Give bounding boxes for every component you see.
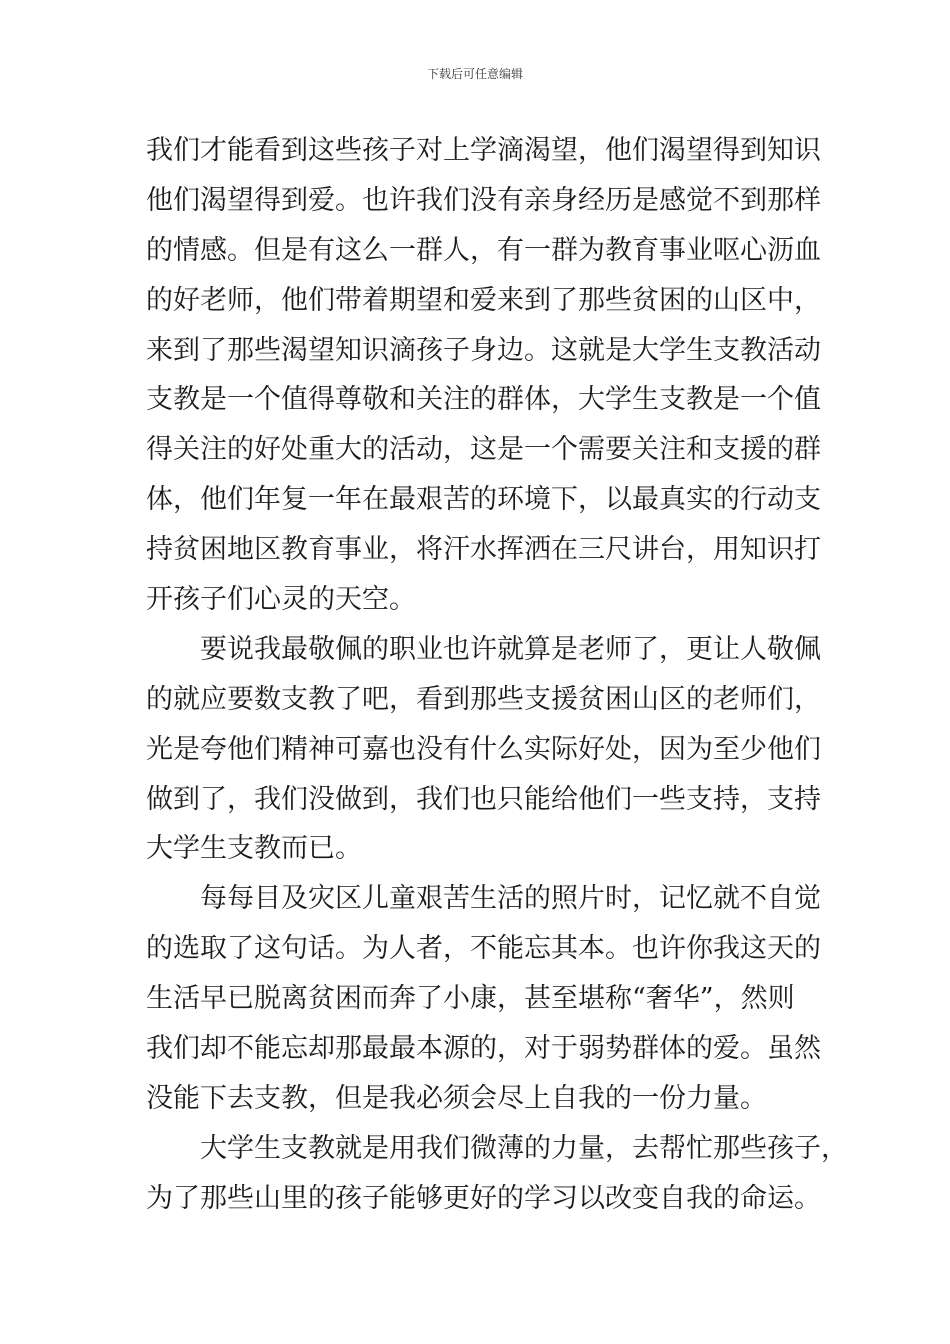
text-line: 体，他们年复一年在最艰苦的环境下，以最真实的行动支 (146, 484, 821, 516)
paragraph-first-line: 大学生支教就是用我们微薄的力量，去帮忙那些孩子， (200, 1132, 848, 1164)
paragraph-first-line: 要说我最敬佩的职业也许就算是老师了，更让人敬佩 (200, 633, 821, 665)
text-line: 的好老师，他们带着期望和爱来到了那些贫困的山区中， (146, 284, 821, 316)
text-line: 支教是一个值得尊敬和关注的群体，大学生支教是一个值 (146, 384, 821, 416)
text-line: 的情感。但是有这么一群人，有一群为教育事业呕心沥血 (146, 234, 821, 266)
paragraph-first-line: 每每目及灾区儿童艰苦生活的照片时，记忆就不自觉 (200, 883, 821, 915)
text-line: 得关注的好处重大的活动，这是一个需要关注和支援的群 (146, 434, 821, 466)
document-body (146, 126, 848, 1224)
text-line: 我们才能看到这些孩子对上学滴渴望，他们渴望得到知识 (146, 135, 821, 166)
text-line: 开孩子们心灵的天空。 (146, 584, 416, 616)
text-line: 来到了那些渴望知识滴孩子身边。这就是大学生支教活动 (146, 334, 821, 366)
text-line: 他们渴望得到爱。也许我们没有亲身经历是感觉不到那样 (146, 184, 821, 216)
text-line: 为了那些山里的孩子能够更好的学习以改变自我的命运。 (146, 1182, 821, 1214)
text-line: 生活早已脱离贫困而奔了小康，甚至堪称“奢华”，然则 (146, 983, 795, 1015)
text-line: 我们却不能忘却那最最本源的，对于弱势群体的爱。虽然 (146, 1033, 821, 1065)
text-line: 做到了，我们没做到，我们也只能给他们一些支持，支持 (146, 783, 821, 815)
text-line: 没能下去支教，但是我必须会尽上自我的一份力量。 (146, 1082, 767, 1114)
text-line: 的选取了这句话。为人者，不能忘其本。也许你我这天的 (146, 933, 821, 965)
text-line: 持贫困地区教育事业，将汗水挥洒在三尺讲台，用知识打 (146, 534, 821, 566)
text-line: 光是夸他们精神可嘉也没有什么实际好处，因为至少他们 (146, 733, 821, 765)
page-header: 下载后可任意编辑 (426, 67, 523, 81)
text-line: 的就应要数支教了吧，看到那些支援贫困山区的老师们， (146, 683, 821, 715)
text-line: 大学生支教而已。 (146, 833, 362, 865)
